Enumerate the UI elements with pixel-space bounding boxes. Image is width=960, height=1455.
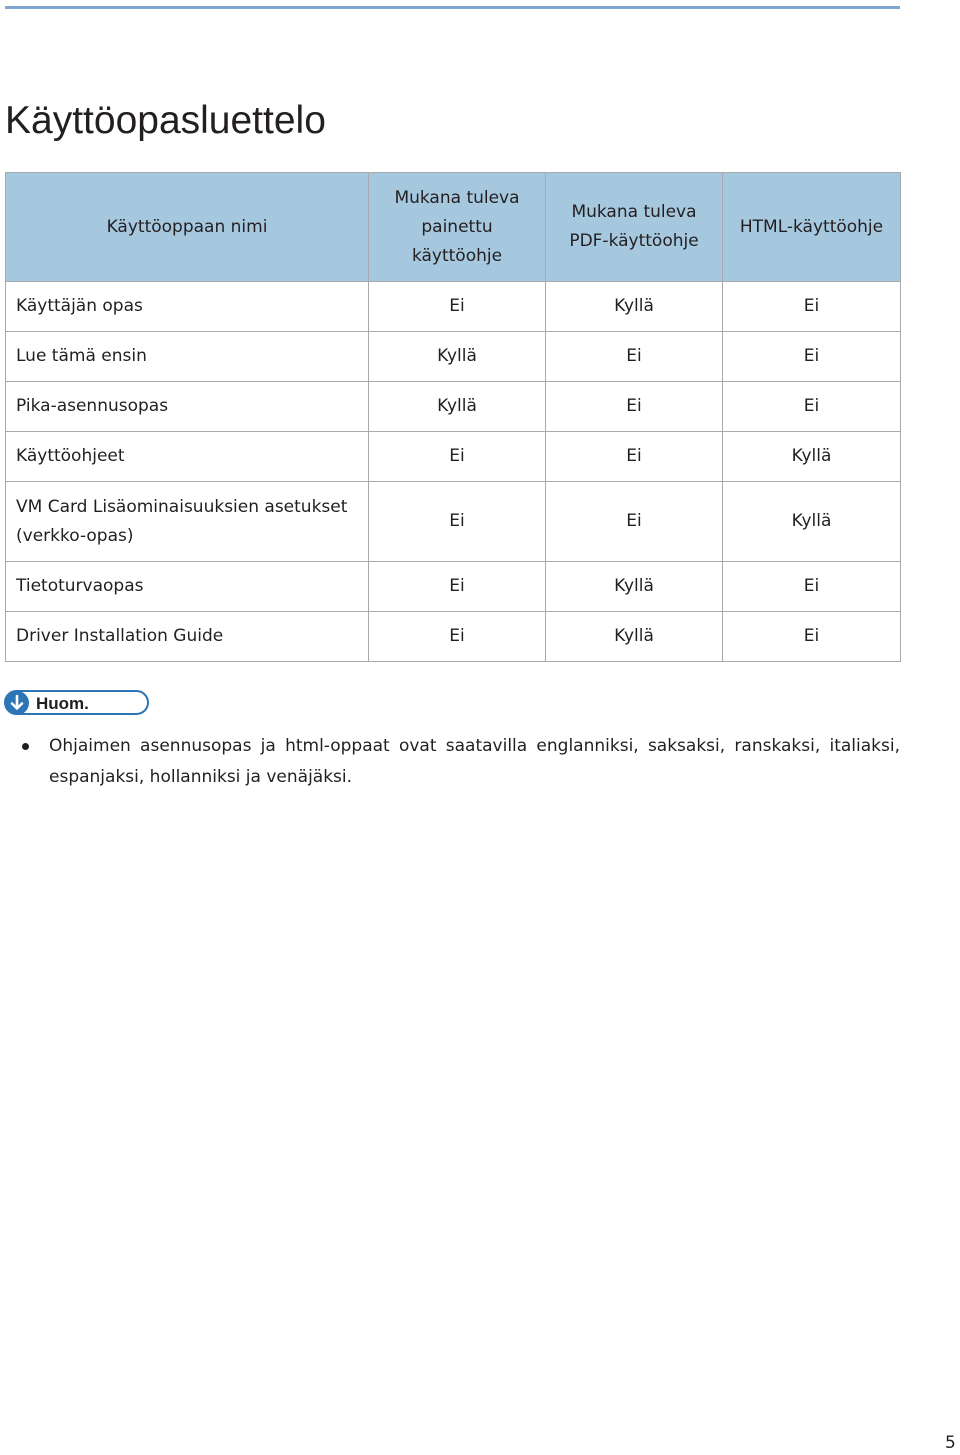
pdf-cell: Ei bbox=[546, 482, 723, 562]
printed-cell: Ei bbox=[369, 432, 546, 482]
pdf-cell: Kyllä bbox=[546, 282, 723, 332]
pdf-cell: Ei bbox=[546, 332, 723, 382]
manual-name-cell: Pika-asennusopas bbox=[6, 382, 369, 432]
table-row bbox=[6, 482, 901, 562]
page-title: Käyttöopasluettelo bbox=[5, 99, 326, 142]
html-cell: Ei bbox=[723, 332, 901, 382]
printed-cell: Ei bbox=[369, 612, 546, 662]
header-pdf-manual: Mukana tuleva PDF-käyttöohje bbox=[546, 173, 723, 282]
manual-name-cell: Käyttäjän opas bbox=[6, 282, 369, 332]
table-row bbox=[6, 332, 901, 382]
top-rule bbox=[5, 6, 900, 9]
table-row bbox=[6, 612, 901, 662]
printed-cell: Ei bbox=[369, 482, 546, 562]
manual-name-cell: Driver Installation Guide bbox=[6, 612, 369, 662]
table-row bbox=[6, 562, 901, 612]
note-label: Huom. bbox=[36, 694, 89, 713]
manual-name-cell: Tietoturvaopas bbox=[6, 562, 369, 612]
header-printed-manual: Mukana tuleva painettu käyttöohje bbox=[369, 173, 546, 282]
table-row bbox=[6, 432, 901, 482]
note-text: Ohjaimen asennusopas ja html-oppaat ovat saatavilla englanniksi, saksaksi, ranskaksi, italiaksi, espanjaksi, hollanniksi ja venäjäksi. bbox=[49, 736, 900, 787]
printed-cell: Ei bbox=[369, 562, 546, 612]
pdf-cell: Kyllä bbox=[546, 612, 723, 662]
manual-name-cell: Lue tämä ensin bbox=[6, 332, 369, 382]
header-manual-name: Käyttöoppaan nimi bbox=[6, 173, 369, 282]
html-cell: Ei bbox=[723, 282, 901, 332]
page-number: 5 bbox=[945, 1433, 956, 1453]
table-header-row bbox=[6, 173, 901, 282]
manual-name-cell: Käyttöohjeet bbox=[6, 432, 369, 482]
printed-cell: Ei bbox=[369, 282, 546, 332]
bullet-icon bbox=[22, 743, 29, 750]
note-badge bbox=[4, 690, 149, 715]
manual-list-table bbox=[5, 172, 901, 662]
list-item bbox=[20, 731, 900, 793]
pdf-cell: Ei bbox=[546, 432, 723, 482]
printed-cell: Kyllä bbox=[369, 382, 546, 432]
table-row bbox=[6, 282, 901, 332]
down-arrow-icon bbox=[5, 691, 29, 715]
table-row bbox=[6, 382, 901, 432]
html-cell: Ei bbox=[723, 382, 901, 432]
pdf-cell: Kyllä bbox=[546, 562, 723, 612]
pdf-cell: Ei bbox=[546, 382, 723, 432]
note-list bbox=[20, 731, 900, 793]
html-cell: Kyllä bbox=[723, 432, 901, 482]
manual-name-cell: VM Card Lisäominaisuuksien asetukset (verkko-opas) bbox=[6, 482, 369, 562]
html-cell: Kyllä bbox=[723, 482, 901, 562]
header-html-manual: HTML-käyttöohje bbox=[723, 173, 901, 282]
html-cell: Ei bbox=[723, 612, 901, 662]
printed-cell: Kyllä bbox=[369, 332, 546, 382]
html-cell: Ei bbox=[723, 562, 901, 612]
